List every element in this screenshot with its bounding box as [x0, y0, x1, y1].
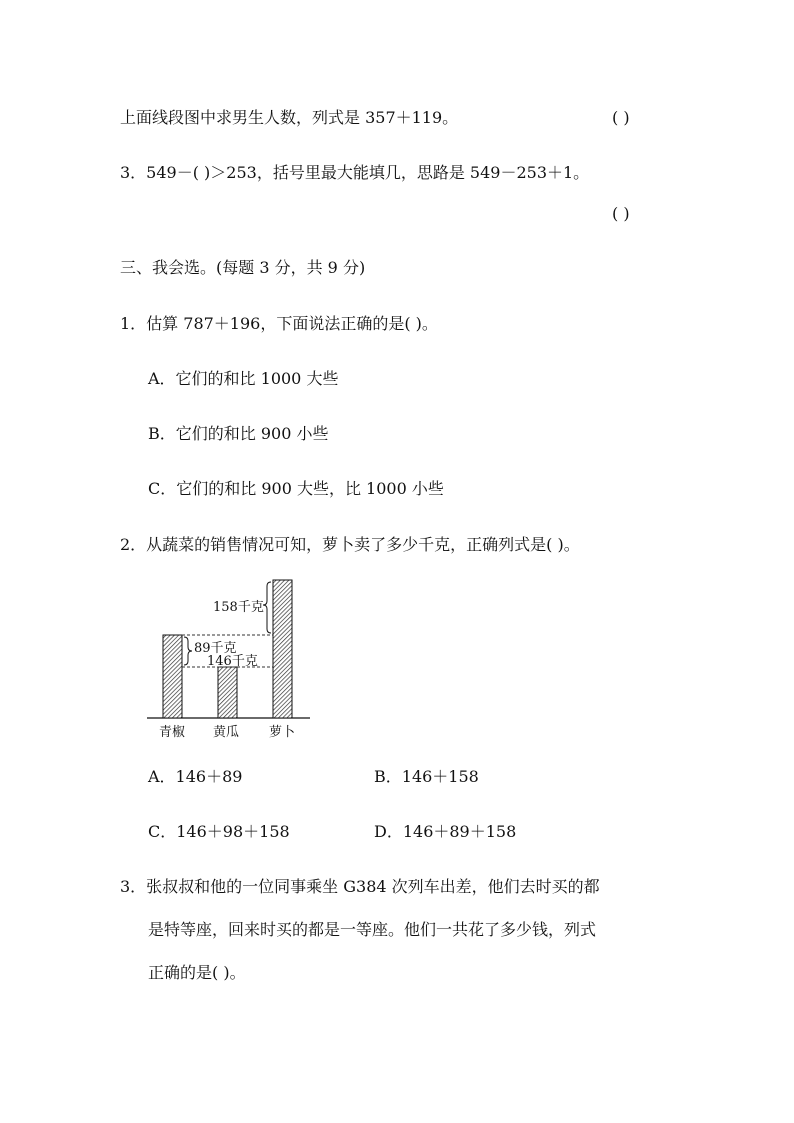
judge-q3-answer-paren[interactable]: ( )	[612, 204, 630, 223]
q3-line-3: 正确的是( )。	[148, 963, 246, 982]
label-146kg: 146千克	[207, 654, 258, 669]
q1-text: 1．估算 787＋196，下面说法正确的是( )。	[120, 314, 438, 333]
brace-158	[263, 582, 271, 633]
q1-option-a[interactable]: A．它们的和比 1000 大些	[148, 369, 339, 388]
judge-q2-continuation: 上面线段图中求男生人数，列式是 357＋119。	[120, 108, 459, 127]
q3-line-1: 3．张叔叔和他的一位同事乘坐 G384 次列车出差，他们去时买的都	[120, 877, 600, 896]
bar-huanggua	[218, 667, 237, 718]
bar-qingjiao	[163, 635, 182, 718]
label-158kg: 158千克	[213, 600, 264, 615]
q2-option-d[interactable]: D．146＋89＋158	[374, 822, 517, 841]
brace-89	[184, 637, 192, 665]
q2-option-b[interactable]: B．146＋158	[374, 767, 479, 786]
q2-option-a[interactable]: A．146＋89	[148, 767, 243, 786]
label-89kg: 89千克	[194, 641, 237, 656]
category-label-qingjiao: 青椒	[159, 725, 186, 740]
judge-q2-answer-paren[interactable]: ( )	[612, 108, 630, 127]
q1-option-b[interactable]: B．它们的和比 900 小些	[148, 424, 329, 443]
category-label-huanggua: 黄瓜	[213, 725, 240, 740]
category-label-luobo: 萝卜	[269, 725, 296, 740]
q1-option-c[interactable]: C．它们的和比 900 大些，比 1000 小些	[148, 479, 444, 498]
q2-text: 2．从蔬菜的销售情况可知，萝卜卖了多少千克，正确列式是( )。	[120, 535, 580, 554]
q2-option-c[interactable]: C．146＋98＋158	[148, 822, 290, 841]
vegetable-sales-bar-figure	[145, 575, 315, 745]
bar-luobo	[273, 580, 292, 718]
section-3-title: 三、我会选。(每题 3 分，共 9 分)	[120, 258, 366, 277]
judge-q3-text: 3．549－( )＞253，括号里最大能填几，思路是 549－253＋1。	[120, 163, 590, 182]
q3-line-2: 是特等座，回来时买的都是一等座。他们一共花了多少钱，列式	[148, 920, 597, 939]
